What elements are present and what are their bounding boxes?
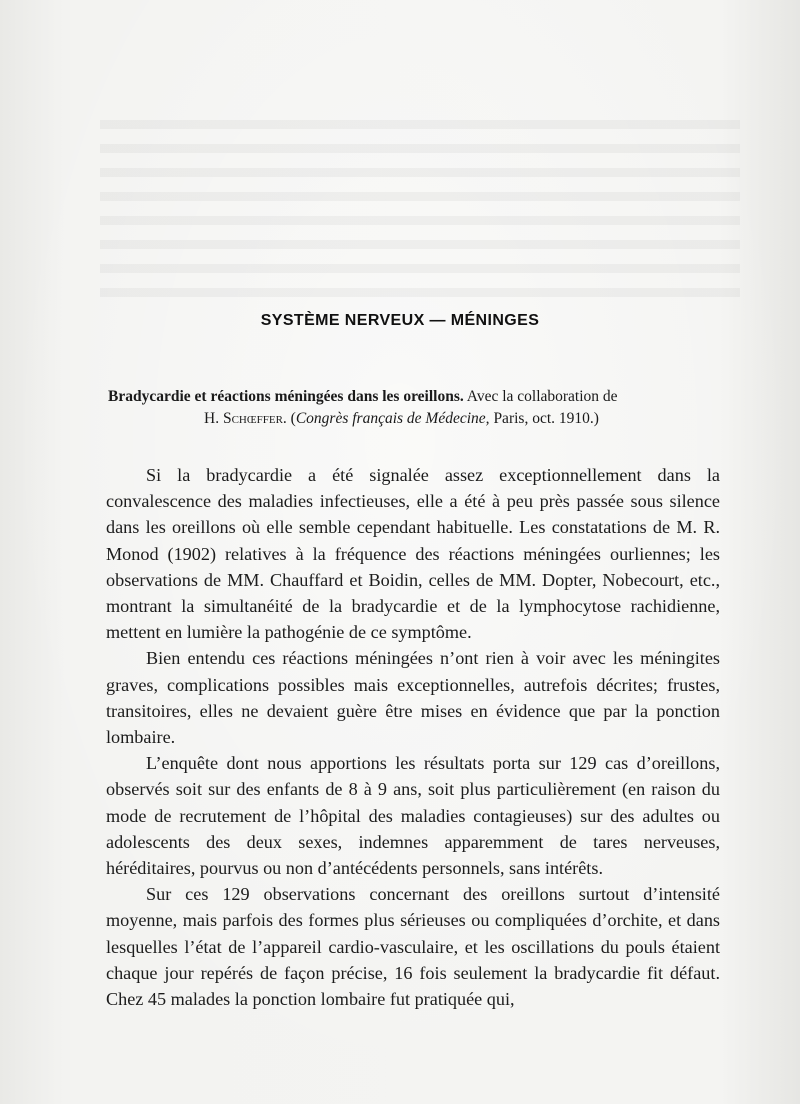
reference-author: H. Schœffer. xyxy=(204,410,287,427)
paragraph: L’enquête dont nous apportions les résultats porta sur 129 cas d’oreillons, observés soit sur des enfants de 8 à 9 ans, soit plus particulièrement (en raison du mode de recrutement de l’hôpital des maladies contagieuses) sur des adultes ou adolescents des deux sexes, indemnes apparemment de tares nerveuses, héréditaires, pourvus ou non d’antécédents personnels, sans intérêts. xyxy=(106,753,720,879)
paragraph: Sur ces 129 observations concernant des oreillons surtout d’intensité moyenne, mais parfois des formes plus sérieuses ou compliquées d’orchite, et dans lesquelles l’état de l’appareil cardio-vasculaire, et les oscillations du pouls étaient chaque jour repérés de façon précise, 16 fois seulement la bradycardie fit défaut. Chez 45 malades la ponction lombaire fut pratiquée qui, xyxy=(106,884,720,1010)
section-title: SYSTÈME NERVEUX — MÉNINGES xyxy=(260,312,540,329)
show-through-texture xyxy=(100,120,740,310)
paragraph: Si la bradycardie a été signalée assez exceptionnellement dans la convalescence des maladies infectieuses, elle a été à peu près passée sous silence dans les oreillons où elle semble cependant habituelle. Les constatations de M. R. Monod (1902) relatives à la fréquence des réactions méningées ourliennes; les observations de MM. Chauffard et Boidin, celles de MM. Dopter, Nobecourt, etc., montrant la simultanéité de la bradycardie et de la lymphocytose rachidienne, mettent en lumière la pathogénie de ce symptôme. xyxy=(106,465,720,643)
paragraph: Bien entendu ces réactions méningées n’ont rien à voir avec les méningites graves, complications possibles mais exceptionnelles, autrefois décrites; frustes, transitoires, elles ne devaient guère être mises en évidence que par la ponction lombaire. xyxy=(106,648,720,748)
reference-line-2 xyxy=(108,408,718,430)
reference-entry xyxy=(108,386,718,430)
reference-date: Paris, oct. 1910.) xyxy=(489,410,599,427)
reference-journal: Congrès français de Médecine, xyxy=(295,410,490,427)
body-text xyxy=(106,462,720,1012)
reference-title: Bradycardie et réactions méningées dans les oreillons. xyxy=(108,388,464,405)
reference-collaboration: Avec la collaboration de xyxy=(463,388,618,405)
reference-paren-open: ( xyxy=(286,410,296,427)
